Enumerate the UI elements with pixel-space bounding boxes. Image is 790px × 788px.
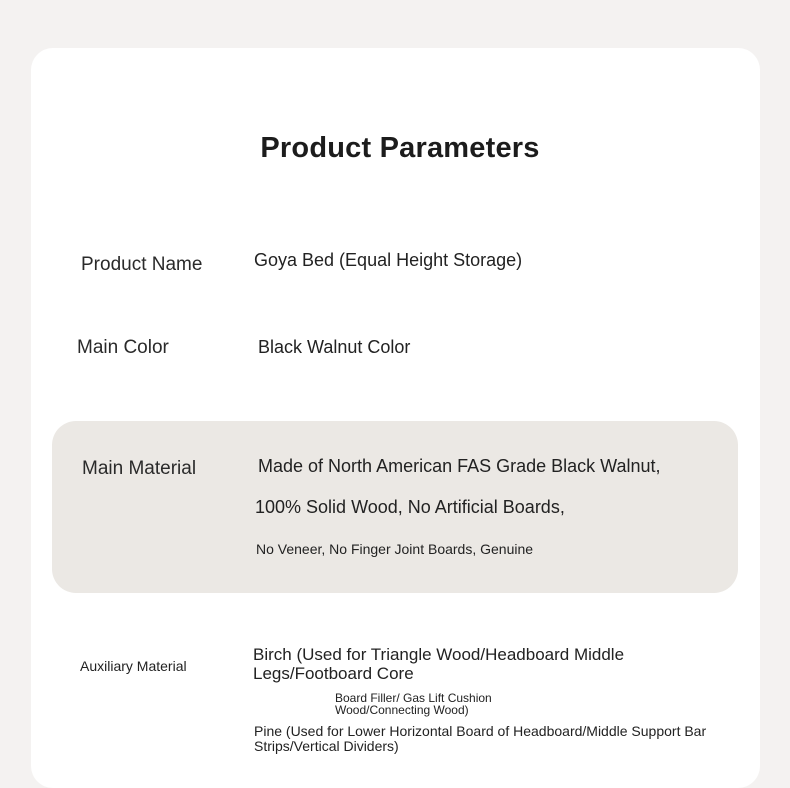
product-name-value: Goya Bed (Equal Height Storage)	[254, 250, 523, 270]
main-color-label: Main Color	[77, 337, 169, 358]
main-color-value: Black Walnut Color	[258, 337, 411, 357]
page-title: Product Parameters	[260, 132, 540, 164]
main-material-label: Main Material	[82, 458, 197, 479]
auxiliary-material-pine: Pine (Used for Lower Horizontal Board of Headboard/Middle Support Bar Strips/Vertical Dividers)	[254, 723, 707, 754]
main-material-line-3: No Veneer, No Finger Joint Boards, Genuine	[256, 541, 534, 557]
main-material-line-2: 100% Solid Wood, No Artificial Boards,	[255, 497, 565, 517]
auxiliary-material-birch-continued: Board Filler/ Gas Lift Cushion Wood/Connecting Wood)	[335, 691, 492, 717]
product-name-label: Product Name	[81, 254, 203, 275]
auxiliary-material-birch: Birch (Used for Triangle Wood/Headboard Middle Legs/Footboard Core	[253, 645, 625, 683]
auxiliary-material-label: Auxiliary Material	[80, 658, 187, 674]
main-material-line-1: Made of North American FAS Grade Black Walnut,	[258, 456, 661, 476]
